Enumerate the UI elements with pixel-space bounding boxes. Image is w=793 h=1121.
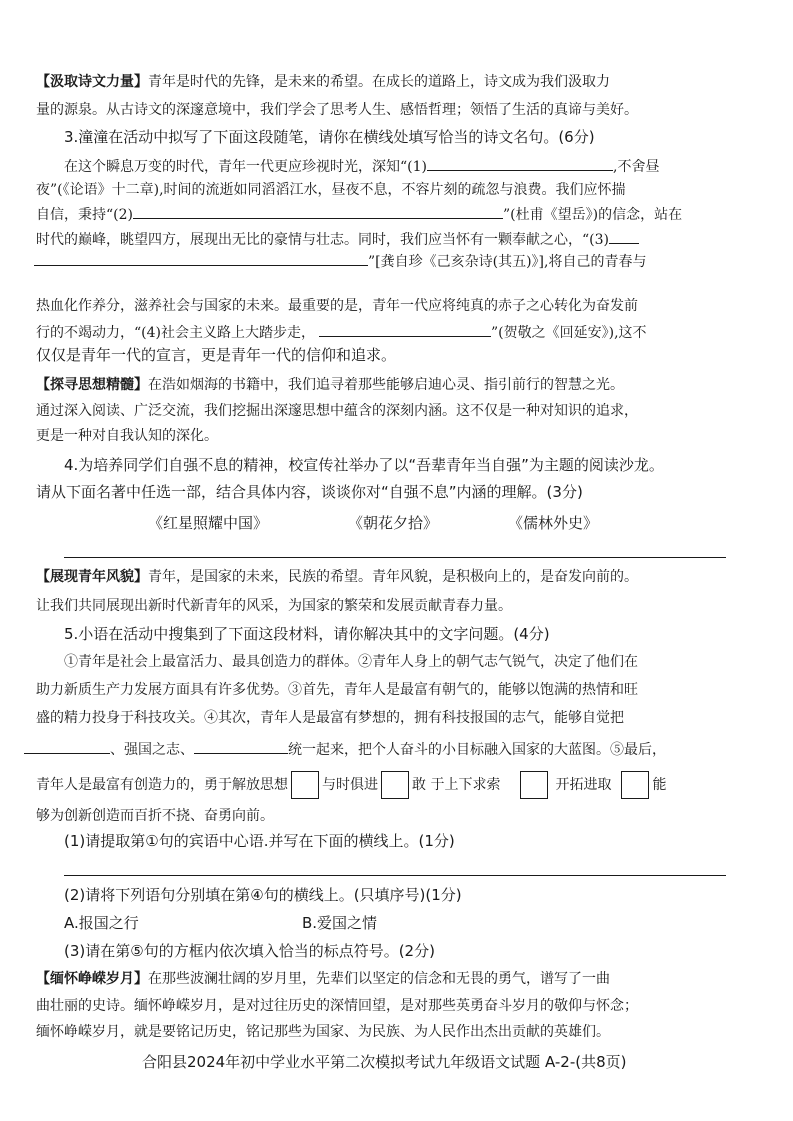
fill-blank-a[interactable]: [24, 738, 110, 754]
punctuation-box-3[interactable]: [520, 771, 548, 799]
option-a: A.报国之行: [64, 914, 139, 932]
intro-line: 让我们共同展现出新时代新青年的风采，为国家的繁荣和发展贡献青春力量。: [36, 598, 512, 614]
intro-paragraph: 【探寻思想精髓】在浩如烟海的书籍中，我们追寻着那些能够启迪心灵、指引前行的智慧之光。: [36, 377, 624, 393]
punctuation-box-2[interactable]: [381, 771, 409, 799]
essay-line: 行的不竭动力，“(4)社会主义路上大踏步走， ”(贺敬之《回延安》),这不: [36, 321, 647, 343]
blank-4[interactable]: [319, 321, 491, 337]
blank-3-end[interactable]: [34, 250, 368, 266]
intro-paragraph: 【汲取诗文力量】青年是时代的先锋，是未来的希望。在成长的道路上，诗文成为我们汲取力: [36, 74, 610, 90]
book-option: 《红星照耀中国》: [148, 514, 269, 532]
answer-line[interactable]: [64, 557, 726, 558]
option-b: B.爱国之情: [302, 914, 378, 932]
fill-blank-b[interactable]: [194, 738, 288, 754]
sub-question-1: (1)请提取第①句的宾语中心语.并写在下面的横线上。(1分): [64, 832, 455, 850]
material-line: ①青年是社会上最富活力、最具创造力的群体。②青年人身上的朝气志气锐气，决定了他们在: [64, 654, 638, 670]
intro-line: 曲壮丽的史诗。缅怀峥嵘岁月，是对过往历史的深情回望，是对那些英勇奋斗岁月的敬仰与怀念；: [36, 998, 638, 1014]
essay-line: 时代的巅峰，眺望四方，展现出无比的豪情与壮志。同时，我们应当怀有一颗奉献之心，“(3): [36, 228, 639, 250]
section-heading: 【探寻思想精髓】: [36, 377, 148, 393]
intro-line: 更是一种对自我认知的深化。: [36, 428, 218, 444]
blank-3-start[interactable]: [609, 228, 639, 244]
intro-line: 缅怀峥嵘岁月，就是要铭记历史，铭记那些为国家、为民族、为人民作出杰出贡献的英雄们。: [36, 1024, 610, 1040]
section-heading: 【缅怀峥嵘岁月】: [36, 971, 148, 987]
intro-paragraph: 【缅怀峥嵘岁月】在那些波澜壮阔的岁月里，先辈们以坚定的信念和无畏的勇气，谱写了一曲: [36, 971, 610, 987]
essay-line: 热血化作养分，滋养社会与国家的未来。最重要的是，青年一代应将纯真的赤子之心转化为奋发前: [36, 298, 638, 314]
punctuation-box-1[interactable]: [291, 771, 319, 799]
question-3-stem: 3.潼潼在活动中拟写了下面这段随笔，请你在横线处填写恰当的诗文名句。(6分): [64, 128, 595, 146]
sub-question-2: (2)请将下列语句分别填在第④句的横线上。(只填序号)(1分): [64, 886, 462, 904]
intro-line: 量的源泉。从古诗文的深邃意境中，我们学会了思考人生、感悟哲理；领悟了生活的真谛与美好。: [36, 102, 638, 118]
page-footer: 合阳县2024年初中学业水平第二次模拟考试九年级语文试题 A-2-(共8页): [142, 1053, 627, 1071]
essay-line: 在这个瞬息万变的时代，青年一代更应珍视时光，深知“(1) ,不舍昼: [64, 155, 659, 177]
essay-line: 仅仅是青年一代的宣言，更是青年一代的信仰和追求。: [36, 346, 397, 364]
question-5-stem: 5.小语在活动中搜集到了下面这段材料，请你解决其中的文字问题。(4分): [64, 625, 550, 643]
essay-line: 自信，秉持“(2) ”(杜甫《望岳》)的信念，站在: [36, 203, 682, 225]
intro-paragraph: 【展现青年风貌】青年，是国家的未来，民族的希望。青年风貌，是积极向上的，是奋发向前的。: [36, 569, 638, 585]
answer-line[interactable]: [64, 875, 726, 876]
material-line: 青年人是最富有创造力的，勇于解放思想 与时俱进 敢 于上下求索 开拓进取 能: [36, 770, 666, 800]
material-line: 助力新质生产力发展方面具有许多优势。③首先，青年人是最富有朝气的，能够以饱满的热情和旺: [36, 682, 638, 698]
material-line: 盛的精力投身于科技攻关。④其次，青年人是最富有梦想的，拥有科技报国的志气，能够自觉把: [36, 710, 624, 726]
blank-1[interactable]: [427, 155, 613, 171]
material-line: 、强国之志、 统一起来，把个人奋斗的小目标融入国家的大蓝图。⑤最后，: [24, 738, 666, 760]
book-option: 《朝花夕拾》: [348, 514, 439, 532]
punctuation-box-4[interactable]: [621, 771, 649, 799]
book-option: 《儒林外史》: [508, 514, 599, 532]
section-heading: 【展现青年风貌】: [36, 569, 148, 585]
section-heading: 【汲取诗文力量】: [36, 74, 148, 90]
intro-line: 通过深入阅读、广泛交流，我们挖掘出深邃思想中蕴含的深刻内涵。这不仅是一种对知识的追求，: [36, 403, 638, 419]
question-4-stem: 请从下面名著中任选一部，结合具体内容，谈谈你对“自强不息”内涵的理解。(3分): [36, 483, 583, 501]
material-line: 够为创新创造而百折不挠、奋勇向前。: [36, 808, 274, 824]
sub-question-3: (3)请在第⑤句的方框内依次填入恰当的标点符号。(2分): [64, 942, 435, 960]
essay-line: ”[龚自珍《己亥杂诗(其五)》],将自己的青春与: [34, 250, 646, 272]
question-4-stem: 4.为培养同学们自强不息的精神，校宣传社举办了以“吾辈青年当自强”为主题的阅读沙龙。: [64, 456, 664, 474]
essay-line: 夜”(《论语》十二章),时间的流逝如同滔滔江水，昼夜不息，不容片刻的疏忽与浪费。我们应怀揣: [36, 182, 626, 198]
blank-2[interactable]: [133, 203, 503, 219]
